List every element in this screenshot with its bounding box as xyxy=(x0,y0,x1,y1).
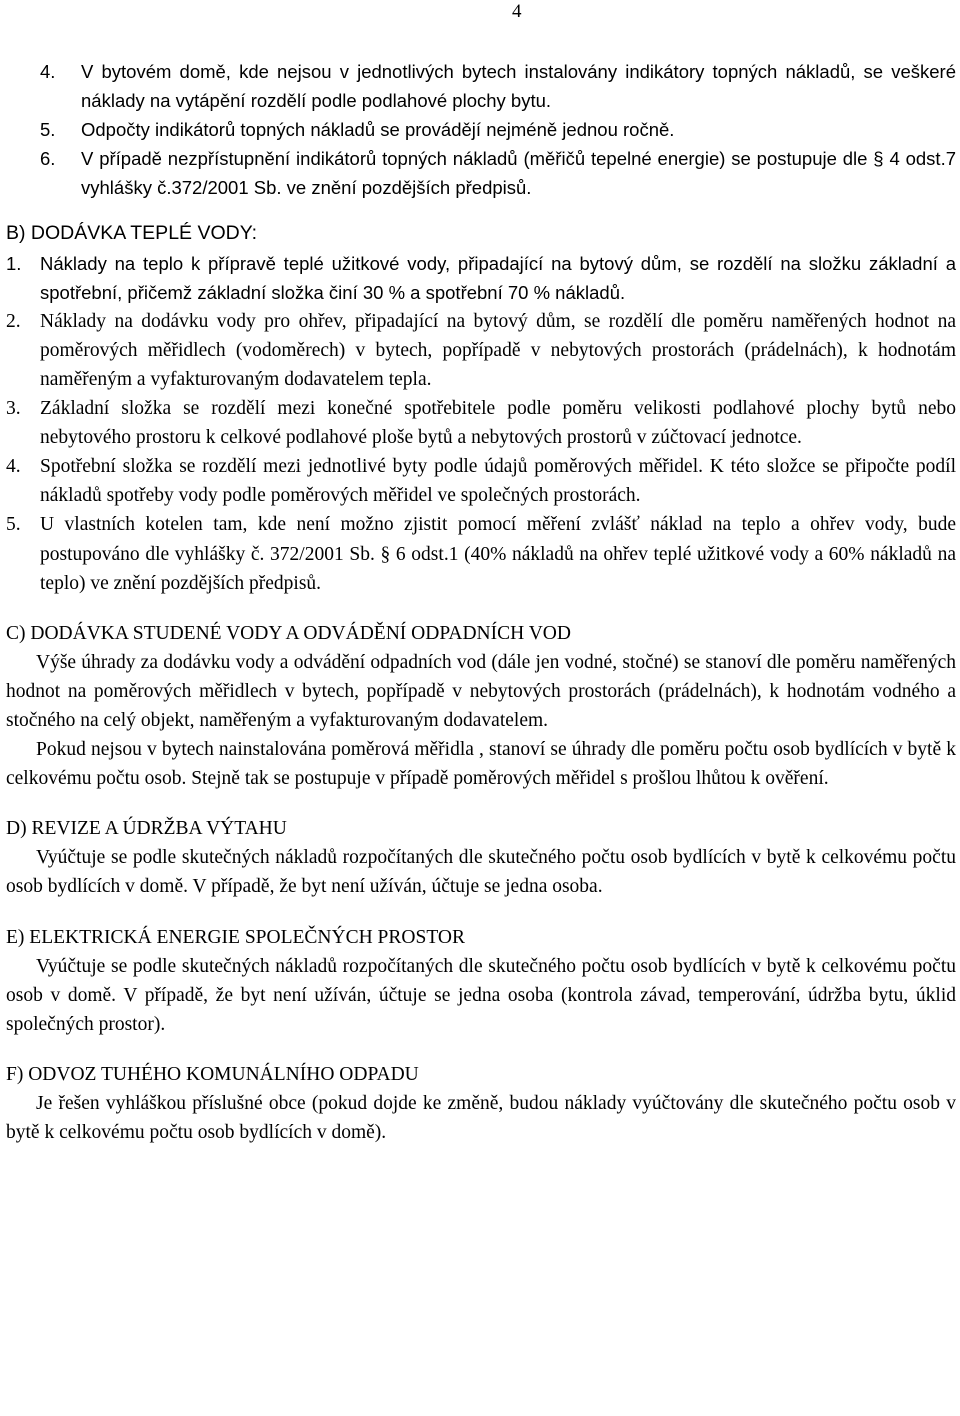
paragraph: Vyúčtuje se podle skutečných nákladů rozpočítaných dle skutečného počtu osob bydlících v bytě k celkovému počtu osob bydlících v domě. V případě, že byt není užíván, účtuje se jedna osoba. xyxy=(6,847,956,898)
list-item xyxy=(40,57,956,115)
item-text: Náklady na dodávku vody pro ohřev, připadající na bytový dům, se rozdělí dle poměru naměřených hodnot na poměrových měřidlech (vodoměrech) v bytech, popřípadě v nebytových prostorách (prádelnách), k hodnotám naměřeným a vyfakturovaným dodavatelem tepla. xyxy=(40,310,956,390)
list-item xyxy=(40,144,956,202)
item-text-part: V případě nezpřístupnění indikátorů topných nákladů (měřičů tepelné energie) se postupuje dle § 4 odst.7 vyhlášky č. xyxy=(81,148,956,199)
section-heading: D) REVIZE A ÚDRŽBA VÝTAHU xyxy=(6,818,287,840)
section-heading: C) DODÁVKA STUDENÉ VODY A ODVÁDĚNÍ ODPADNÍCH VOD xyxy=(6,622,571,644)
paragraph: Pokud nejsou v bytech nainstalována poměrová měřidla , stanoví se úhrady dle poměru počtu osob bydlících v bytě k celkovému počtu osob. Stejně tak se postupuje v případě poměrových měřidel s prošlou lhůtou k ověření. xyxy=(6,739,956,790)
section-heading: E) ELEKTRICKÁ ENERGIE SPOLEČNÝCH PROSTOR xyxy=(6,926,465,948)
item-number: 4. xyxy=(6,456,21,478)
paragraph: Výše úhrady za dodávku vody a odvádění odpadních vod (dále jen vodné, stočné) se stanoví dle poměru naměřených hodnot na poměrových měřidlech v bytech, popřípadě v nebytových prostorách (prádelnách), k hodnotám vodného a stočného na celý objekt, naměřeným a vyfakturovaným dodavatelem. xyxy=(6,651,956,731)
section-b-continued xyxy=(6,307,956,598)
section-f xyxy=(6,1060,956,1147)
item-number: 2. xyxy=(6,310,21,332)
list-item xyxy=(6,249,956,307)
list-item xyxy=(6,394,956,452)
item-number: 5. xyxy=(6,514,21,536)
item-number: 4. xyxy=(40,61,56,82)
item-number: 5. xyxy=(40,119,56,141)
section-d xyxy=(6,814,956,901)
page-number: 4 xyxy=(512,1,522,22)
list-item xyxy=(6,307,956,394)
item-text: Náklady na teplo k přípravě teplé užitkové vody, připadající na bytový dům, se rozdělí na složku základní a spotřební, přičemž základní složka činí 30 % a spotřební 70 % nákladů. xyxy=(40,252,956,303)
item-text: U vlastních kotelen tam, kde není možno zjistit pomocí měření zvlášť náklad na teplo a ohřev vody, bude postupováno dle vyhlášky č. 372/2001 Sb. § 6 odst.1 (40% nákladů na ohřev teplé užitkové vody a 60% nákladů na teplo) ve znění pozdějších předpisů. xyxy=(40,514,956,594)
section-b xyxy=(6,219,956,306)
section-heading: B) DODÁVKA TEPLÉ VODY: xyxy=(6,222,258,245)
section-e xyxy=(6,923,956,1039)
heating-rules-list xyxy=(6,57,956,202)
item-text: Základní složka se rozdělí mezi konečné spotřebitele podle poměru velikosti podlahové plochy bytů nebo nebytového prostoru k celkové podlahové ploše bytů a nebytových prostorů v zúčtovací jednotce. xyxy=(40,398,956,449)
item-text: Odpočty indikátorů topných nákladů se provádějí nejméně jednou ročně. xyxy=(81,119,675,141)
list-item xyxy=(6,510,956,597)
section-heading: F) ODVOZ TUHÉHO KOMUNÁLNÍHO ODPADU xyxy=(6,1063,419,1085)
section-c xyxy=(6,619,956,794)
item-number: 6. xyxy=(40,148,56,170)
item-text: V bytovém domě, kde nejsou v jednotlivých bytech instalovány indikátory topných nákladů, se veškeré náklady na vytápění rozdělí podle podlahové plochy bytu. xyxy=(81,61,956,112)
paragraph: Vyúčtuje se podle skutečných nákladů rozpočítaných dle skutečného počtu osob bydlících v bytě k celkovému počtu osob v domě. V případě, že byt není užíván, účtuje se jedna osoba (kontrola závad, temperování, údržba bytu, úklid společných prostor). xyxy=(6,955,956,1035)
item-number: 3. xyxy=(6,398,21,420)
item-text-part: 372/2001 Sb. ve znění pozdějších předpisů. xyxy=(171,177,532,199)
item-text: Spotřební složka se rozdělí mezi jednotlivé byty podle údajů poměrových měřidel. K této složce se připočte podíl nákladů spotřeby vody podle poměrových měřidel ve společných prostorách. xyxy=(40,456,956,507)
item-number: 1. xyxy=(6,252,22,274)
item-text xyxy=(81,144,956,202)
paragraph: Je řešen vyhláškou příslušné obce (pokud dojde ke změně, budou náklady vyúčtovány dle skutečného počtu osob v bytě k celkovému počtu osob bydlících v domě). xyxy=(6,1093,956,1144)
list-item xyxy=(6,452,956,510)
document-body xyxy=(6,57,956,1147)
list-item xyxy=(40,115,956,144)
